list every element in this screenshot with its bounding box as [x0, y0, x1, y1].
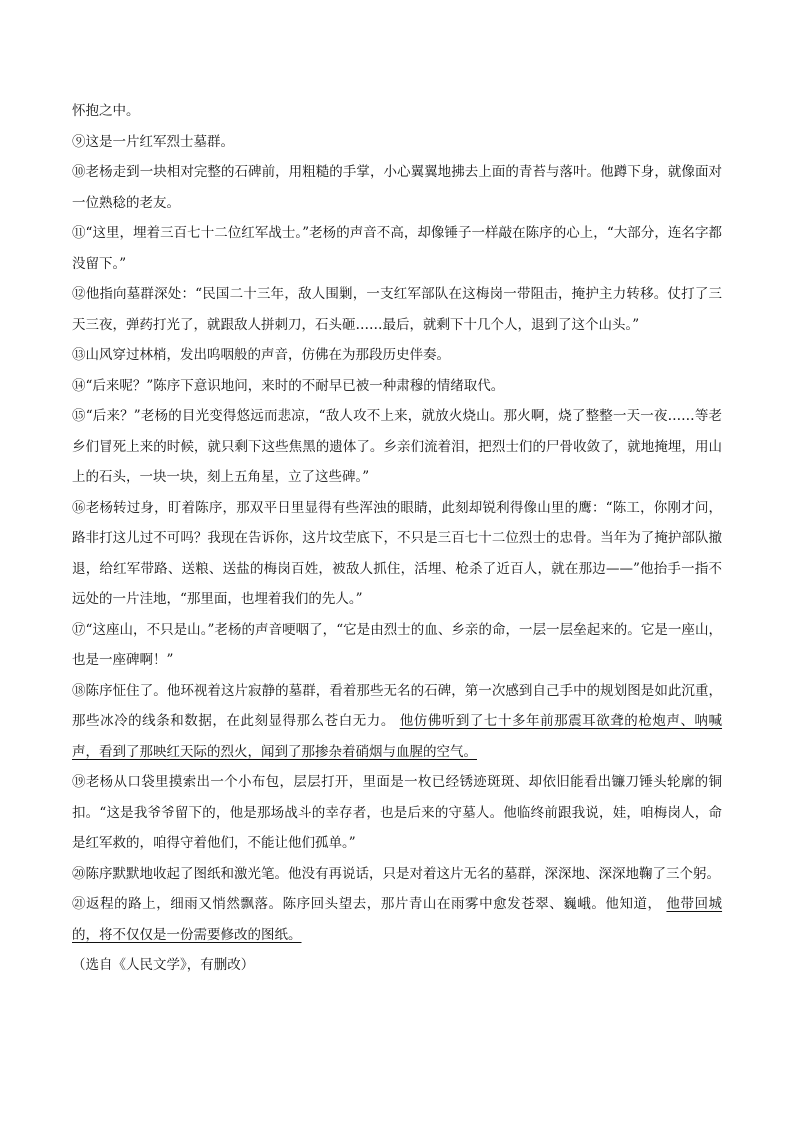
paragraph-11	[72, 218, 722, 279]
paragraph-text: “这里，埋着三百七十二位红军战士。”老杨的声音不高，却像锤子一样敲在陈序的心上，“大部分，连名字都没留下。”	[72, 225, 722, 272]
paragraph-10	[72, 157, 722, 218]
paragraph-text: 返程的路上，细雨又悄然飘落。陈序回头望去，那片青山在雨雾中愈发苍翠、巍峨。他知道，	[86, 896, 662, 912]
paragraph-text: 他指向墓群深处：“民国二十三年，敌人围剿，一支红军部队在这梅岗一带阻击，掩护主力转移。仗打了三天三夜，弹药打光了，就跟敌人拼刺刀，石头砸……最后，就剩下十几个人，退到了这个山头。”	[72, 286, 722, 333]
paragraph-text: 山风穿过林梢，发出呜咽般的声音，仿佛在为那段历史伴奏。	[85, 347, 450, 363]
paragraph-text: 老杨转过身，盯着陈序，那双平日里显得有些浑浊的眼睛，此刻却锐利得像山里的鹰：“陈工，你刚才问，路非打这儿过不可吗？我现在告诉你，这片坟茔底下，不只是三百七十二位烈士的忠骨。当年为了掩护部队撤退，给红军带路、送粮、送盐的梅岗百姓，被敌人抓住，活埋、枪杀了近百人，就在那边——”他抬手一指不远处的一片洼地，“那里面，也埋着我们的先人。”	[72, 499, 722, 607]
underlined-sentence: 他仿佛听到了七十多年前那震耳欲聋的枪炮声、呐喊声，看到了那映红天际的烈火，闻到了那掺杂着硝烟与血腥的空气。	[72, 713, 723, 760]
paragraph-marker: ⑨	[72, 133, 86, 150]
paragraph-marker: ⑰	[72, 621, 86, 638]
paragraph-16	[72, 493, 722, 615]
paragraph-marker: ⑩	[72, 164, 86, 180]
paragraph-18	[72, 676, 722, 768]
paragraph-14	[72, 371, 722, 402]
paragraph-21	[72, 889, 722, 950]
paragraph-13	[72, 340, 722, 371]
paragraph-text: 这是一片红军烈士墓群。	[85, 133, 234, 150]
paragraph-text: 老杨走到一块相对完整的石碑前，用粗糙的手掌，小心翼翼地拂去上面的青苔与落叶。他蹲下身，就像面对一位熟稔的老友。	[72, 164, 723, 211]
paragraph-text: “后来？”老杨的目光变得悠远而悲凉，“敌人攻不上来，就放火烧山。那火啊，烧了整整一天一夜……等老乡们冒死上来的时候，就只剩下这些焦黑的遗体了。乡亲们流着泪，把烈士们的尸骨收敛了，就地掩埋，用山上的石头，一块一块，刻上五角星，立了这些碑。”	[72, 408, 722, 485]
underlined-sentence: 他带回城的，将不仅仅是一份需要修改的图纸。	[72, 896, 723, 943]
paragraph-9	[72, 127, 722, 158]
paragraph-text: 怀抱之中。	[72, 103, 140, 119]
paragraph-15	[72, 401, 722, 493]
paragraph-12	[72, 279, 722, 340]
paragraph-19	[72, 767, 722, 859]
paragraph-marker: ⑭	[72, 377, 86, 394]
paragraph-marker: ⑯	[72, 499, 86, 516]
source-citation: （选自《人民文学》，有删改）	[72, 957, 255, 973]
paragraph-20	[72, 859, 722, 890]
paragraph-marker: ⑬	[72, 347, 86, 363]
paragraph-text: 陈序默默地收起了图纸和激光笔。他没有再说话，只是对着这片无名的墓群，深深地、深深地鞠了三个躬。	[85, 865, 720, 882]
paragraph-text: 陈序怔住了。他环视着这片寂静的墓群，看着那些无名的石碑，第一次感到自己手中的规划图是如此沉重，那些冰冷的线条和数据，在此刻显得那么苍白无力。	[72, 682, 723, 729]
paragraph-17	[72, 615, 722, 676]
paragraph-marker: ㉑	[72, 896, 87, 912]
paragraph-marker: ⑪	[72, 225, 86, 241]
paragraph-continuation	[72, 96, 722, 127]
paragraph-marker: ⑳	[72, 865, 86, 882]
paragraph-text: 老杨从口袋里摸索出一个小布包，层层打开，里面是一枚已经锈迹斑斑、却依旧能看出镰刀锤头轮廓的铜扣。“这是我爷爷留下的，他是那场战斗的幸存者，也是后来的守墓人。他临终前跟我说，娃，咱梅岗人，命是红军救的，咱得守着他们，不能让他们孤单。”	[72, 774, 723, 851]
document-page	[72, 96, 722, 981]
paragraph-marker: ⑮	[72, 408, 86, 424]
paragraph-marker: ⑲	[72, 774, 86, 790]
paragraph-text: “后来呢？”陈序下意识地问，来时的不耐早已被一种肃穆的情绪取代。	[85, 377, 505, 394]
paragraph-marker: ⑫	[72, 286, 86, 302]
paragraph-text: “这座山，不只是山。”老杨的声音哽咽了，“它是由烈士的血、乡亲的命，一层一层垒起来的。它是一座山，也是一座碑啊！”	[72, 621, 722, 668]
paragraph-marker: ⑱	[72, 682, 86, 699]
